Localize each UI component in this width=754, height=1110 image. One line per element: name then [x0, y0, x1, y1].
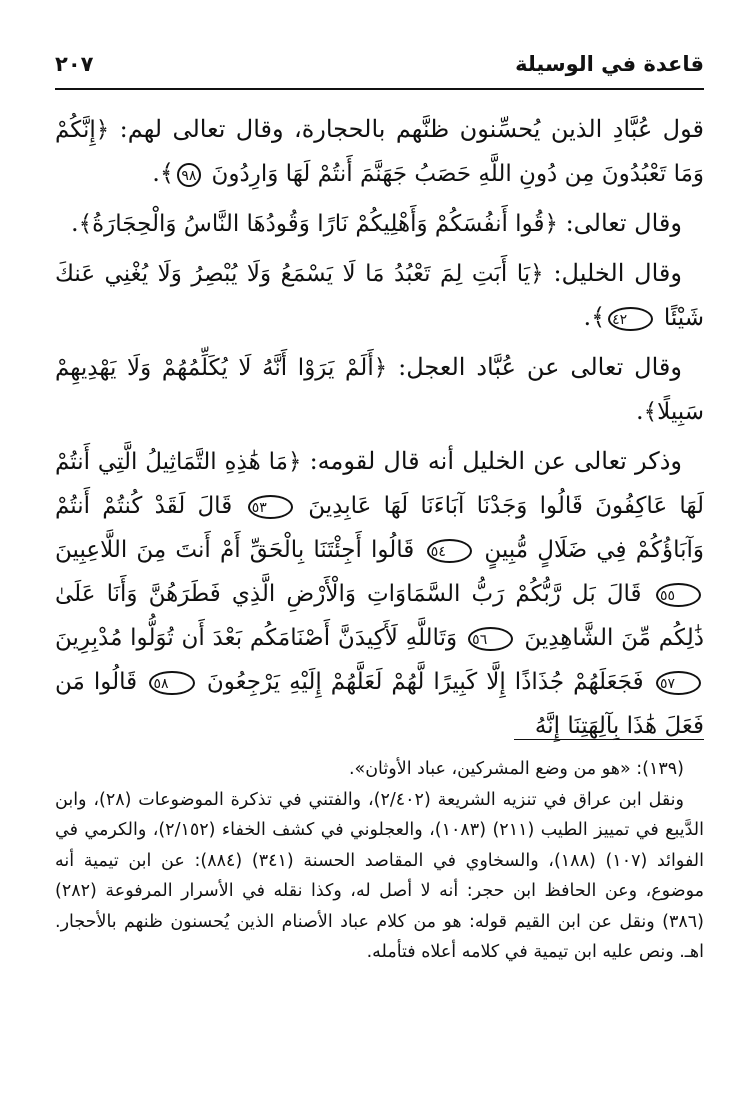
quran-verse: قَالَ لَقَدْ كُنتُمْ أَنتُمْ وَآبَاؤُكُمْ فِي ضَلَالٍ مُّبِينٍ	[55, 493, 704, 563]
main-text	[55, 108, 704, 754]
quran-verse: ﴿مَا هَٰذِهِ التَّمَاثِيلُ الَّتِي أَنتُمْ لَهَا عَاكِفُونَ قَالُوا وَجَدْنَا آبَاءَنَا لَهَا عَابِدِينَ	[55, 449, 704, 519]
running-header	[55, 44, 704, 84]
quran-verse: ﴿قُوا أَنفُسَكُمْ وَأَهْلِيكُمْ نَارًا وَقُودُهَا النَّاسُ وَالْحِجَارَةُ﴾	[78, 211, 558, 237]
paragraph-4	[55, 346, 704, 434]
ayah-number-marker: ٥٦	[468, 627, 513, 651]
paragraph-1	[55, 108, 704, 196]
verse-close: ﴾.	[583, 303, 606, 331]
footnote-2: ونقل ابن عراق في تنزيه الشريعة (٢/٤٠٢)، والفتني في تذكرة الموضوعات (٢٨)، وابن الدَّيبع في تمييز الطيب (٢١١) (١٠٨٣)، والعجلوني في كشف الخفاء (٢/١٥٢)، والكرمي في الفوائد (١٠٧) (١٨٨)، والسخاوي في المقاصد الحسنة (٣٤١) (٨٨٤): عن ابن تيمية أنه موضوع، وعن الحافظ ابن حجر: أنه لا أصل له، وكذا نقله في الأسرار المرفوعة (٢٨٢) (٣٨٦) ونقل عن ابن القيم قوله: هو من كلام عباد الأصنام الذين يُحسنون ظنهم بالأحجار. اهـ. ونص عليه ابن تيمية في كلامه أعلاه فتأمله.	[55, 789, 704, 962]
footnote-1: (١٣٩): «هو من وضع المشركين، عباد الأوثان».	[348, 759, 684, 779]
verse-close: .	[636, 397, 644, 425]
ayah-number-marker: ٥٧	[656, 671, 701, 695]
quran-verse: قَالَ بَل رَّبُّكُمْ رَبُّ السَّمَاوَاتِ وَالْأَرْضِ الَّذِي فَطَرَهُنَّ وَأَنَا عَلَىٰ ذَٰلِكُم مِّنَ الشَّاهِدِينَ	[55, 581, 704, 651]
footnotes	[55, 754, 704, 968]
quran-verse: قَالُوا مَن فَعَلَ هَٰذَا بِآلِهَتِنَا إِنَّهُ	[55, 669, 704, 739]
paragraph-1-text: قول عُبَّادِ الذين يُحسِّنون ظنَّهم بالحجارة، وقال تعالى لهم:	[119, 115, 704, 143]
ayah-number-marker: ٤٢	[608, 307, 653, 331]
quran-verse: ﴿أَلَمْ يَرَوْا أَنَّهُ لَا يُكَلِّمُهُمْ وَلَا يَهْدِيهِمْ سَبِيلًا﴾	[55, 355, 704, 425]
paragraph-5	[55, 440, 704, 748]
header-title: قاعدة في الوسيلة	[515, 52, 704, 76]
quran-verse: ﴿إِنَّكُمْ وَمَا تَعْبُدُونَ مِن دُونِ اللَّهِ حَصَبُ جَهَنَّمَ أَنتُمْ لَهَا وَارِدُونَ	[55, 117, 704, 187]
paragraph-2-text: وقال تعالى:	[565, 209, 682, 237]
paragraph-3-text: وقال الخليل:	[553, 259, 682, 287]
ayah-number-marker: ٥٨	[149, 671, 194, 695]
quran-verse: قَالُوا أَجِئْتَنَا بِالْحَقِّ أَمْ أَنتَ مِنَ اللَّاعِبِينَ	[55, 537, 415, 563]
paragraph-5-text: وذكر تعالى عن الخليل أنه قال لقومه:	[309, 447, 682, 475]
verse-close: .	[71, 209, 79, 237]
quran-verse: فَجَعَلَهُمْ جُذَاذًا إِلَّا كَبِيرًا لَّهُمْ لَعَلَّهُمْ إِلَيْهِ يَرْجِعُونَ	[206, 669, 644, 695]
footnote-divider	[514, 739, 704, 740]
paragraph-4-text: وقال تعالى عن عُبَّاد العجل:	[398, 353, 682, 381]
verse-close: ﴾.	[152, 159, 174, 187]
header-divider	[55, 88, 704, 90]
ayah-number-marker: ٥٥	[656, 583, 701, 607]
quran-verse: ﴿يَا أَبَتِ لِمَ تَعْبُدُ مَا لَا يَسْمَعُ وَلَا يُبْصِرُ وَلَا يُغْنِي عَنكَ شَيْئًا	[55, 261, 704, 331]
quran-verse: وَتَاللَّهِ لَأَكِيدَنَّ أَصْنَامَكُم بَعْدَ أَن تُوَلُّوا مُدْبِرِينَ	[55, 625, 458, 651]
ayah-number-marker: ٥٤	[427, 539, 472, 563]
paragraph-3	[55, 252, 704, 340]
paragraph-2	[55, 202, 704, 246]
page-number: ٢٠٧	[55, 52, 94, 76]
ayah-number-marker: ٥٣	[248, 495, 293, 519]
ayah-number-marker: ٩٨	[177, 163, 201, 187]
